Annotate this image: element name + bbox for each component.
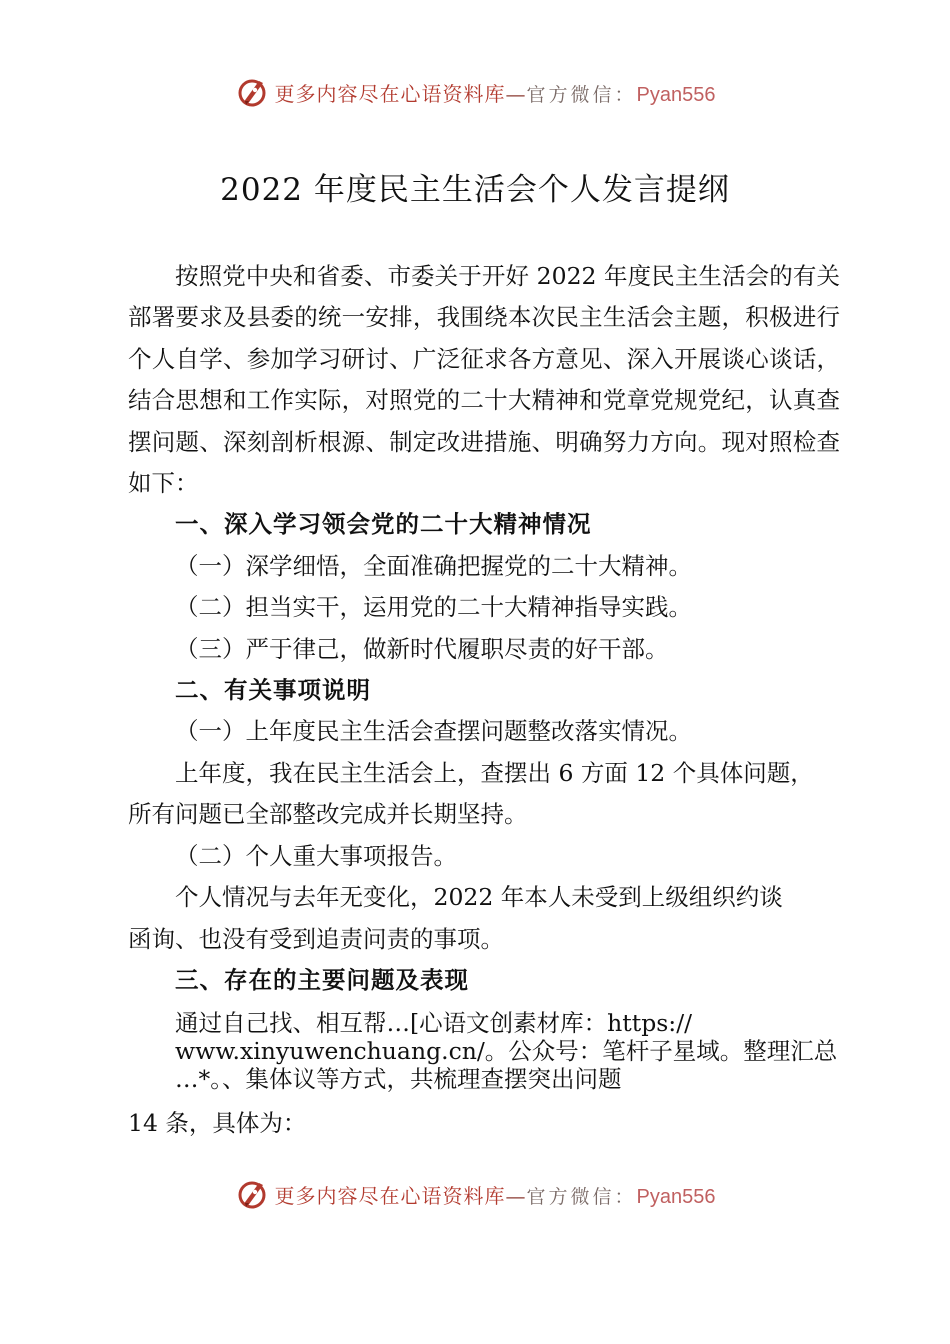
header-label: 官方微信： — [526, 83, 637, 106]
section1-item-2: （二）担当实干，运用党的二十大精神指导实践。 — [175, 593, 692, 622]
intro-paragraph: 按照党中央和省委、市委关于开好 2022 年度民主生活会的有关部署要求及县委的统一安排，我围绕本次民主生活会主题，积极进行个人自学、参加学习研讨、广泛征求各方意见、深入开展谈心谈话，结合思想和工作实际，对照党的二十大精神和党章党规党纪，认真查摆问题、深刻剖析根源、制定改进措施、明确努力方向。现对照检查如下： — [128, 262, 840, 498]
header-brand-text: 更多内容尽在心语资料库 — [274, 81, 506, 106]
section1-item-1: （一）深学细悟，全面准确把握党的二十大精神。 — [175, 551, 692, 580]
section2-item-1-body-line2: 所有问题已全部整改完成并长期坚持。 — [128, 800, 528, 829]
footer-wechat-id: Pyan556 — [636, 1185, 716, 1208]
header-banner-text — [275, 78, 716, 107]
document-body — [128, 256, 840, 1168]
section2-item-2-body-line2: 函询、也没有受到追责问责的事项。 — [128, 924, 504, 953]
section3-heading: 三、存在的主要问题及表现 — [175, 965, 469, 994]
footer-banner — [0, 1174, 950, 1214]
section3-line2: www.xinyuwenchuang.cn/。公众号：笔杆子星域。整理汇总 — [175, 1037, 838, 1066]
header-banner — [0, 72, 950, 112]
section2-item-1-body-line1: 上年度，我在民主生活会上，查摆出 6 方面 12 个具体问题， — [175, 758, 814, 787]
section3-line3: …*。、集体议等方式，共梳理查摆突出问题 — [175, 1065, 622, 1094]
section1-heading: 一、深入学习领会党的二十大精神情况 — [175, 510, 592, 539]
header-wechat-id: Pyan556 — [636, 83, 716, 106]
section2-item-1: （一）上年度民主生活会查摆问题整改落实情况。 — [175, 717, 692, 746]
header-dash: — — [505, 81, 527, 106]
footer-brand-text: 更多内容尽在心语资料库 — [274, 1183, 506, 1208]
quill-pen-logo-icon — [235, 75, 269, 109]
section3-line4: 14 条，具体为： — [128, 1109, 307, 1138]
footer-label: 官方微信： — [526, 1185, 637, 1208]
section2-heading: 二、有关事项说明 — [175, 676, 371, 705]
section2-item-2-body-line1: 个人情况与去年无变化，2022 年本人未受到上级组织约谈 — [175, 883, 783, 912]
section1-item-3: （三）严于律己，做新时代履职尽责的好干部。 — [175, 634, 669, 663]
section3-line1: 通过自己找、相互帮…[心语文创素材库：https:// — [175, 1009, 693, 1038]
footer-dash: — — [505, 1183, 527, 1208]
section2-item-2: （二）个人重大事项报告。 — [175, 841, 457, 870]
quill-pen-logo-icon — [235, 1177, 269, 1211]
document-title: 2022 年度民主生活会个人发言提纲 — [220, 172, 730, 208]
footer-banner-text — [275, 1180, 716, 1209]
